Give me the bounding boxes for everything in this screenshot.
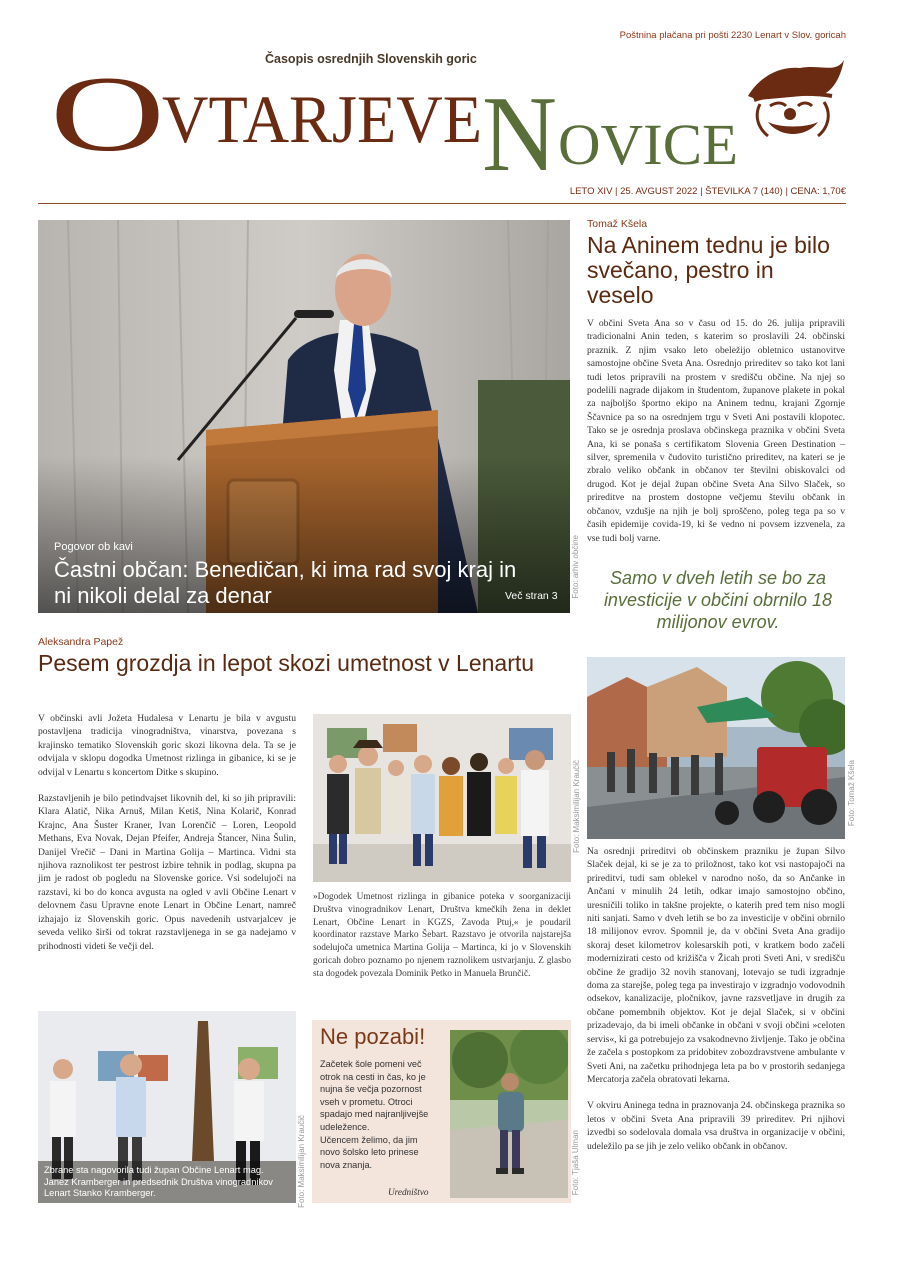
logo-word-ovtarjeve: VTARJEVE [162,81,482,157]
issue-line: LETO XIV | 25. AVGUST 2022 | ŠTEVILKA 7 (140) | CENA: 1,70€ [569,186,846,197]
lead-photo [38,220,570,613]
exhibition-group-photo-credit: Foto: Maksimilijan Kraučič [572,760,581,853]
logo-letter-n: N [482,75,557,178]
reminder-title: Ne pozabi! [320,1024,426,1049]
postage-note: Poštnina plačana pri pošti 2230 Lenart v Slov. goricah [619,30,846,41]
opening-speech-caption: Zbrane sta nagovorila tudi župan Občine Lenart mag. Janez Kramberger in predsednik Društva vinogradnikov Lenart Stanko Kramberger. [44,1165,273,1198]
reminder-text-1: Začetek šole pomeni več otrok na cesti in čas, ko je nujna še večja pozornost vseh v prometu. Otroci spadajo med najranljivejše udeležence. [320,1059,429,1132]
masthead-subtitle: Časopis osrednjih Slovenskih goric [265,52,477,66]
lead-photo-credit: Foto: arhiv občine [571,535,580,599]
school-child-photo [450,1030,568,1198]
masthead-logo [50,58,770,178]
exhibition-group-photo [313,714,571,882]
anin-festival-photo [587,657,845,839]
grape-paragraph-1: V občinski avli Jožeta Hudalesa v Lenartu je bila v avgustu postavljena tradicija vinogradništva, vinarstva, povezana s krajinsko tematiko Slovenskih goric skozi likovna dela. Ta se je odvijala v sklopu dogodka Umetnost rizlinga in gibanice, ki se je odvijal v Lenartu s koncertom Ditke s skupino. [38,713,296,778]
reminder-text [320,1058,436,1171]
opening-speech-photo-credit: Foto: Maksimilijan Kraučič [297,1115,306,1208]
lead-kicker: Pogovor ob kavi [54,541,133,553]
logo-letter-o: O [50,58,165,174]
anin-body-continued [587,845,845,1166]
mascot-icon [740,56,850,151]
lead-more-link[interactable]: Več stran 3 [505,590,558,602]
grape-paragraph-2: Razstavljenih je bilo petindvajset likovnih del, ki so jih pripravili: Klara Alatič, Nika Arnuš, Milan Ketiš, Nina Kolarič, Konrad Krajnc, Ana Šuster Kraner, Ivan Lorenčič – Loren, Leopold Methans, Eva Novak, Dejan Pfeifer, Andreja Štancer, Nina Šulin, Danijel Vrečič – Dani in Martina Golija – Martinca. Vidni sta njihova raznolikost ter pestrost izbire tehnik in podlag, skupna pa jim je radost ob pogledu na Slovenske gorice. Vsi sodelujoči na razstavi, ki bo do konca avgusta na ogled v avli Občine Lenart v delovnem času Upravne enote Lenart in Občine Lenart, namreč izhajajo iz Slovenskih goric. Opus navedenih ustvarjalcev je seveda veliko širši od tokrat razstavljenega in se ga nadejamo v prihodnosti videti še večji del. [38,793,296,952]
school-child-photo-credit: Foto: Tjaša Ulman [571,1130,580,1196]
grape-paragraph-3: »Dogodek Umetnost rizlinga in gibanice poteka v soorganizaciji Društva vinogradnikov Lenart, Društva kmečkih žena in deklet Lenart, Občine Lenart in KGZS, Zavoda Ptuj,« je poudaril koordinator razstave Marko Šebart. Razstavo je otvorila najstarejša sodelujoča umetnica Martina Golija – Martinca, ki jo v Slovenskih goricah dobro poznamo po njenem raznolikem ustvarjanju. Z glasbo sta dogodek povezala Dominik Petko in Manuela Brunčič. [313,892,571,979]
anin-paragraph-3: V okviru Aninega tedna in praznovanja 24. občinskega praznika so letos v občini Sveta Ana pripravili 39 prireditev. Pri njihovi izvedbi so sodelovala domala vsa društva in organizacije v občini, udeležilo pa se jih je zelo veliko občank in občanov. [587,1100,845,1152]
grape-body [38,712,296,966]
reminder-signature: Uredništvo [388,1187,429,1197]
grape-author: Aleksandra Papež [38,636,124,648]
reminder-text-2: Učencem želimo, da jim novo šolsko leto prinese nova znanja. [320,1134,419,1170]
logo-word-novice: OVICE [558,112,738,177]
masthead-divider [38,203,846,204]
anin-headline[interactable]: Na Aninem tednu je bilo svečano, pestro in veselo [587,232,830,308]
anin-paragraph-2: Na osrednji prireditvi ob občinskem prazniku je župan Silvo Slaček dejal, ki se je za to priložnost, tako kot vsi nastopajoči na prireditvi, tudi sam oblekel v narodno nošo, da so Ančanke in Ančani v minulih 24 letih, odkar imajo samostojno občino, uresničili toliko in takšne projekte, o katerih pred tem niso mogli niti sanjati. Samo v dveh letih se bo za investicije v občini obrnilo 18 milijonov evrov. Spomnil je, da v občini Sveta Ana gradijo skoraj deset kilometrov kolesarskih poti, v kratkem bodo začeli modernizirati cesto od križišča v Žicah proti Sveti Ani, v središču občine že gradijo 32 novih stanovanj, lotevajo se tudi izgradnje doma za starejše, poleg tega pa investirajo v izgradnjo vodovodnih odsekov, kanalizacije, pločnikov, javne razsvetljave in drugih za občane pomembnih objektov. Kot je dejal Slaček, si v občini prizadevajo, da bi imeli občanke in občani v svoji občini »celoten servis«, ki ga potrebujejo za vsakodnevno življenje. Tako je občina že začela s postopkom za pridobitev zobozdravstvene ambulante v Sveti Ani, na začetku prihodnjega leta pa bo v prostorih sedanjega Mercatorja začela obratovati lekarna. [587,846,845,1085]
anin-body: V občini Sveta Ana so v času od 15. do 26. julija pripravili tradicionalni Anin teden, s katerim so proslavili 24. občinski praznik. Z njim vsako leto obeležijo obletnico ustanovitve samostojne občine Sveta Ana. Osrednjo prireditev so tako kot lani tudi letos pripravili na prostem v središču občine. Na njej so podelili nagrade dijakom in študentom, županove plakete in pokal za najboljšo športno ekipo na Aninem tednu, krajani Zgornje Ščavnice pa so na osrednjem trgu v Sveti Ani postavili klopotec. Tako se je osrednja proslava občinskega praznika v občini Sveta Ana, ki se ponaša s certifikatom Slovenia Green Destination – silver, spremenila v čudovito turistično prireditev, na kateri se je zbralo veliko občank in občanov ter številni obiskovalci od drugod. Kot je dejal župan občine Sveta Ana Silvo Slaček, so prireditve na prostem dostopne večjemu številu občank in občanov, vzdušje na njih je bolj sproščeno, poleg tega pa so v časih epidemije covida-19, ki še vedno ni povsem izzvenela, za vse tudi bolj varne. [587,318,845,544]
grape-headline[interactable]: Pesem grozdja in lepot skozi umetnost v Lenartu [38,650,535,676]
anin-photo-credit: Foto: Tomaž Kšela [847,760,856,827]
lead-headline[interactable]: Častni občan: Benedičan, ki ima rad svoj kraj in ni nikoli delal za denar [54,557,517,608]
anin-author: Tomaž Kšela [587,218,648,230]
anin-pull-quote: Samo v dveh letih se bo za investicije v občini obrnilo 18 milijonov evrov. [603,568,833,632]
